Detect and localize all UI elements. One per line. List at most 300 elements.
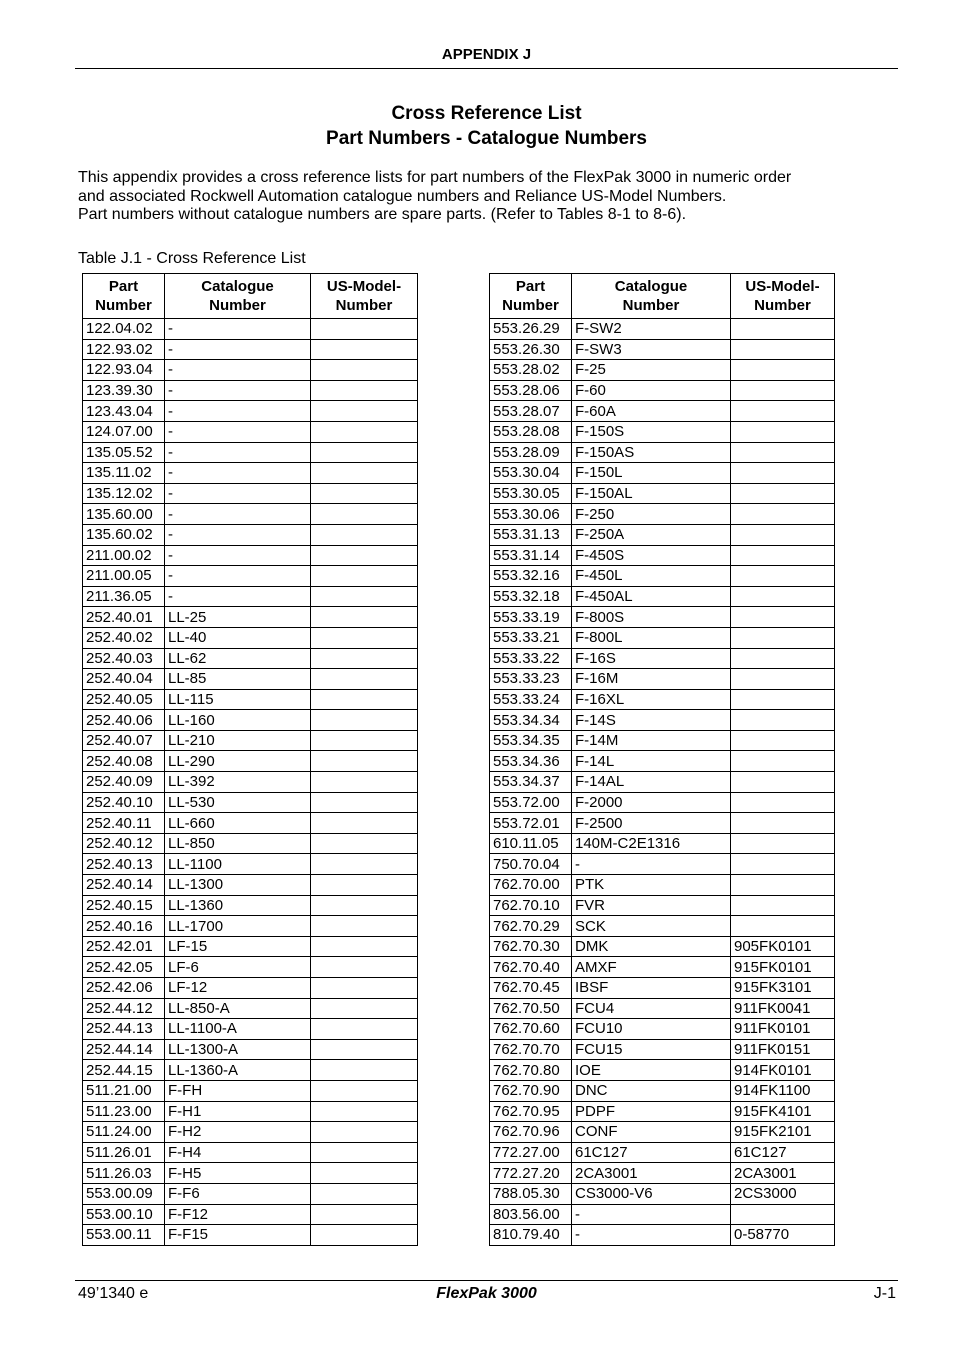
- table-row: [490, 689, 835, 710]
- catalogue-number-cell: LL-1360-A: [165, 1060, 311, 1081]
- part-number-cell: 762.70.60: [490, 1019, 572, 1040]
- us-model-number-cell: [311, 669, 418, 690]
- table-row: [490, 504, 835, 525]
- us-model-number-cell: [311, 792, 418, 813]
- us-model-number-cell: [731, 566, 835, 587]
- table-row: [83, 627, 418, 648]
- table-row: [490, 710, 835, 731]
- us-model-number-cell: [731, 545, 835, 566]
- catalogue-number-cell: LL-25: [165, 607, 311, 628]
- catalogue-number-cell: LL-1100-A: [165, 1019, 311, 1040]
- catalogue-number-cell: IBSF: [572, 978, 731, 999]
- table-row: [83, 1122, 418, 1143]
- catalogue-number-cell: LL-40: [165, 627, 311, 648]
- part-number-cell: 511.26.01: [83, 1142, 165, 1163]
- part-number-cell: 123.39.30: [83, 380, 165, 401]
- us-model-number-cell: [311, 957, 418, 978]
- catalogue-number-cell: 140M-C2E1316: [572, 833, 731, 854]
- us-model-number-cell: [731, 319, 835, 340]
- catalogue-number-cell: LL-660: [165, 813, 311, 834]
- table-row: [83, 442, 418, 463]
- us-model-number-cell: 915FK3101: [731, 978, 835, 999]
- table-header-row: [490, 274, 835, 319]
- catalogue-number-header: Catalogue Number: [572, 274, 731, 319]
- catalogue-number-cell: F-25: [572, 360, 731, 381]
- us-model-number-cell: [731, 792, 835, 813]
- part-number-cell: 553.00.10: [83, 1204, 165, 1225]
- catalogue-number-cell: -: [165, 319, 311, 340]
- us-model-number-cell: [731, 895, 835, 916]
- catalogue-number-cell: -: [165, 504, 311, 525]
- catalogue-number-cell: F-60A: [572, 401, 731, 422]
- part-number-cell: 762.70.90: [490, 1080, 572, 1101]
- us-model-number-header: US-Model- Number: [311, 274, 418, 319]
- catalogue-number-cell: IOE: [572, 1060, 731, 1081]
- catalogue-number-cell: LF-6: [165, 957, 311, 978]
- table-row: [490, 1122, 835, 1143]
- table-row: [83, 648, 418, 669]
- us-model-number-cell: [731, 833, 835, 854]
- part-number-cell: 553.00.11: [83, 1225, 165, 1246]
- us-model-number-cell: [731, 627, 835, 648]
- us-model-number-cell: [311, 710, 418, 731]
- table-caption: Table J.1 - Cross Reference List: [78, 250, 306, 267]
- table-row: [83, 401, 418, 422]
- table-row: [83, 524, 418, 545]
- us-model-number-cell: [311, 648, 418, 669]
- table-row: [490, 957, 835, 978]
- table-header-row: [83, 274, 418, 319]
- part-number-cell: 252.40.05: [83, 689, 165, 710]
- part-number-cell: 122.93.04: [83, 360, 165, 381]
- catalogue-number-cell: LL-62: [165, 648, 311, 669]
- us-model-number-cell: [311, 813, 418, 834]
- table-row: [490, 586, 835, 607]
- table-row: [490, 463, 835, 484]
- us-model-number-cell: [731, 854, 835, 875]
- part-number-cell: 511.26.03: [83, 1163, 165, 1184]
- table-row: [83, 586, 418, 607]
- part-number-cell: 762.70.29: [490, 916, 572, 937]
- part-number-cell: 762.70.95: [490, 1101, 572, 1122]
- table-row: [83, 545, 418, 566]
- us-model-number-cell: 911FK0041: [731, 998, 835, 1019]
- part-number-cell: 252.42.06: [83, 978, 165, 999]
- catalogue-number-cell: LL-1360: [165, 895, 311, 916]
- us-model-number-cell: [311, 545, 418, 566]
- catalogue-number-cell: FVR: [572, 895, 731, 916]
- part-number-header: Part Number: [490, 274, 572, 319]
- table-row: [490, 648, 835, 669]
- part-number-cell: 511.21.00: [83, 1080, 165, 1101]
- part-number-cell: 252.40.08: [83, 751, 165, 772]
- table-row: [83, 957, 418, 978]
- us-model-number-cell: [311, 1060, 418, 1081]
- part-number-cell: 553.28.06: [490, 380, 572, 401]
- us-model-number-cell: [731, 360, 835, 381]
- table-row: [490, 751, 835, 772]
- intro-paragraph: [78, 169, 898, 225]
- catalogue-number-cell: F-800S: [572, 607, 731, 628]
- table-row: [83, 854, 418, 875]
- part-number-cell: 762.70.70: [490, 1039, 572, 1060]
- catalogue-number-cell: SCK: [572, 916, 731, 937]
- catalogue-number-cell: -: [165, 360, 311, 381]
- catalogue-number-cell: F-2000: [572, 792, 731, 813]
- catalogue-number-cell: DMK: [572, 936, 731, 957]
- table-row: [490, 792, 835, 813]
- catalogue-number-cell: -: [165, 586, 311, 607]
- catalogue-number-cell: -: [572, 854, 731, 875]
- part-number-cell: 135.60.02: [83, 524, 165, 545]
- part-number-cell: 553.28.09: [490, 442, 572, 463]
- part-number-cell: 762.70.00: [490, 875, 572, 896]
- appendix-header: APPENDIX J: [441, 46, 532, 63]
- us-model-number-cell: 914FK1100: [731, 1080, 835, 1101]
- catalogue-number-cell: 61C127: [572, 1142, 731, 1163]
- part-number-cell: 772.27.20: [490, 1163, 572, 1184]
- us-model-number-cell: [311, 730, 418, 751]
- table-row: [490, 442, 835, 463]
- table-row: [83, 669, 418, 690]
- part-number-cell: 762.70.40: [490, 957, 572, 978]
- us-model-number-cell: [731, 1204, 835, 1225]
- catalogue-number-cell: -: [165, 463, 311, 484]
- us-model-number-cell: 915FK0101: [731, 957, 835, 978]
- part-number-cell: 553.72.00: [490, 792, 572, 813]
- part-number-cell: 762.70.96: [490, 1122, 572, 1143]
- page-number: J-1: [873, 1285, 896, 1302]
- us-model-number-cell: [731, 689, 835, 710]
- catalogue-number-cell: LL-1300: [165, 875, 311, 896]
- catalogue-number-cell: F-F6: [165, 1183, 311, 1204]
- catalogue-number-cell: FCU4: [572, 998, 731, 1019]
- part-number-cell: 252.40.03: [83, 648, 165, 669]
- catalogue-number-cell: F-450L: [572, 566, 731, 587]
- table-row: [490, 524, 835, 545]
- table-row: [83, 1183, 418, 1204]
- catalogue-number-cell: FCU10: [572, 1019, 731, 1040]
- title-line-2: Part Numbers - Catalogue Numbers: [326, 128, 647, 149]
- us-model-number-cell: 914FK0101: [731, 1060, 835, 1081]
- table-row: [83, 916, 418, 937]
- us-model-number-cell: [311, 1122, 418, 1143]
- intro-line-3: Part numbers without catalogue numbers are spare parts. (Refer to Tables 8-1 to 8-6).: [78, 206, 687, 223]
- us-model-number-cell: [311, 442, 418, 463]
- table-row: [490, 833, 835, 854]
- catalogue-number-cell: PTK: [572, 875, 731, 896]
- table-row: [490, 566, 835, 587]
- us-model-number-cell: [731, 586, 835, 607]
- table-row: [490, 1142, 835, 1163]
- us-model-number-cell: 911FK0151: [731, 1039, 835, 1060]
- part-number-cell: 122.93.02: [83, 339, 165, 360]
- catalogue-number-cell: LL-850-A: [165, 998, 311, 1019]
- us-model-number-cell: 61C127: [731, 1142, 835, 1163]
- catalogue-number-cell: -: [165, 566, 311, 587]
- us-model-number-cell: [311, 607, 418, 628]
- table-row: [83, 504, 418, 525]
- us-model-number-cell: [731, 916, 835, 937]
- us-model-number-cell: [311, 524, 418, 545]
- table-row: [490, 483, 835, 504]
- catalogue-number-cell: F-FH: [165, 1080, 311, 1101]
- catalogue-number-cell: F-F15: [165, 1225, 311, 1246]
- table-row: [83, 319, 418, 340]
- us-model-number-cell: [731, 380, 835, 401]
- us-model-number-cell: [731, 483, 835, 504]
- part-number-cell: 553.34.34: [490, 710, 572, 731]
- catalogue-number-cell: F-H4: [165, 1142, 311, 1163]
- us-model-number-cell: 2CS3000: [731, 1183, 835, 1204]
- header-divider: [75, 68, 898, 69]
- part-number-cell: 772.27.00: [490, 1142, 572, 1163]
- catalogue-number-cell: LL-85: [165, 669, 311, 690]
- part-number-cell: 135.05.52: [83, 442, 165, 463]
- table-row: [490, 545, 835, 566]
- catalogue-number-cell: LL-1100: [165, 854, 311, 875]
- part-number-cell: 252.40.10: [83, 792, 165, 813]
- part-number-cell: 553.33.24: [490, 689, 572, 710]
- catalogue-number-cell: F-150AL: [572, 483, 731, 504]
- us-model-number-cell: [311, 689, 418, 710]
- part-number-cell: 803.56.00: [490, 1204, 572, 1225]
- catalogue-number-cell: F-150AS: [572, 442, 731, 463]
- catalogue-number-cell: F-H1: [165, 1101, 311, 1122]
- us-model-number-cell: [731, 607, 835, 628]
- us-model-number-cell: [311, 401, 418, 422]
- catalogue-number-cell: LL-210: [165, 730, 311, 751]
- table-row: [83, 380, 418, 401]
- us-model-number-cell: [311, 875, 418, 896]
- us-model-number-cell: [311, 1204, 418, 1225]
- part-number-cell: 124.07.00: [83, 421, 165, 442]
- part-number-cell: 750.70.04: [490, 854, 572, 875]
- us-model-number-cell: [311, 854, 418, 875]
- table-row: [490, 936, 835, 957]
- us-model-number-cell: [311, 339, 418, 360]
- table-row: [490, 875, 835, 896]
- us-model-number-cell: 0-58770: [731, 1225, 835, 1246]
- us-model-number-cell: [311, 1142, 418, 1163]
- us-model-number-cell: [311, 916, 418, 937]
- cross-reference-table-left: [82, 273, 418, 1246]
- us-model-number-cell: 911FK0101: [731, 1019, 835, 1040]
- catalogue-number-cell: FCU15: [572, 1039, 731, 1060]
- table-row: [83, 772, 418, 793]
- table-row: [83, 689, 418, 710]
- catalogue-number-cell: F-2500: [572, 813, 731, 834]
- table-row: [490, 421, 835, 442]
- table-row: [83, 998, 418, 1019]
- catalogue-number-cell: F-H2: [165, 1122, 311, 1143]
- us-model-number-cell: [311, 772, 418, 793]
- catalogue-number-cell: F-14AL: [572, 772, 731, 793]
- catalogue-number-cell: CONF: [572, 1122, 731, 1143]
- catalogue-number-cell: CS3000-V6: [572, 1183, 731, 1204]
- part-number-cell: 135.11.02: [83, 463, 165, 484]
- part-number-cell: 810.79.40: [490, 1225, 572, 1246]
- part-number-cell: 553.72.01: [490, 813, 572, 834]
- catalogue-number-cell: F-16M: [572, 669, 731, 690]
- us-model-number-cell: [731, 772, 835, 793]
- table-row: [83, 483, 418, 504]
- catalogue-number-cell: F-450S: [572, 545, 731, 566]
- part-number-cell: 553.34.35: [490, 730, 572, 751]
- part-number-cell: 122.04.02: [83, 319, 165, 340]
- part-number-cell: 553.32.18: [490, 586, 572, 607]
- us-model-number-cell: [311, 978, 418, 999]
- us-model-number-cell: [311, 1019, 418, 1040]
- table-row: [83, 710, 418, 731]
- part-number-header: Part Number: [83, 274, 165, 319]
- part-number-cell: 553.30.04: [490, 463, 572, 484]
- us-model-number-cell: [311, 566, 418, 587]
- table-row: [490, 360, 835, 381]
- us-model-number-cell: [731, 751, 835, 772]
- us-model-number-cell: [311, 998, 418, 1019]
- catalogue-number-cell: LL-115: [165, 689, 311, 710]
- table-row: [490, 978, 835, 999]
- catalogue-number-cell: LL-392: [165, 772, 311, 793]
- us-model-number-cell: [311, 1225, 418, 1246]
- table-row: [83, 875, 418, 896]
- catalogue-number-cell: -: [165, 421, 311, 442]
- us-model-number-cell: 905FK0101: [731, 936, 835, 957]
- part-number-cell: 252.40.01: [83, 607, 165, 628]
- table-row: [490, 319, 835, 340]
- table-row: [83, 1101, 418, 1122]
- intro-line-2: and associated Rockwell Automation catalogue numbers and Reliance US-Model Numbers.: [78, 187, 727, 205]
- table-row: [490, 627, 835, 648]
- part-number-cell: 252.40.04: [83, 669, 165, 690]
- us-model-number-cell: [731, 463, 835, 484]
- us-model-number-cell: [311, 1183, 418, 1204]
- table-row: [490, 730, 835, 751]
- us-model-number-cell: [311, 1163, 418, 1184]
- us-model-number-cell: 2CA3001: [731, 1163, 835, 1184]
- part-number-cell: 553.28.08: [490, 421, 572, 442]
- us-model-number-cell: [311, 380, 418, 401]
- table-row: [83, 1039, 418, 1060]
- part-number-cell: 252.44.15: [83, 1060, 165, 1081]
- catalogue-number-cell: F-14M: [572, 730, 731, 751]
- catalogue-number-cell: LL-1300-A: [165, 1039, 311, 1060]
- table-row: [490, 1039, 835, 1060]
- part-number-cell: 553.33.21: [490, 627, 572, 648]
- table-row: [83, 360, 418, 381]
- table-row: [83, 1204, 418, 1225]
- us-model-number-cell: [311, 1080, 418, 1101]
- part-number-cell: 553.32.16: [490, 566, 572, 587]
- part-number-cell: 762.70.50: [490, 998, 572, 1019]
- part-number-cell: 135.60.00: [83, 504, 165, 525]
- us-model-number-cell: [311, 421, 418, 442]
- footer-divider: [75, 1280, 898, 1281]
- part-number-cell: 135.12.02: [83, 483, 165, 504]
- table-row: [83, 1019, 418, 1040]
- us-model-number-cell: [311, 1101, 418, 1122]
- table-row: [83, 730, 418, 751]
- table-row: [83, 792, 418, 813]
- us-model-number-cell: [731, 401, 835, 422]
- catalogue-number-cell: F-250: [572, 504, 731, 525]
- table-row: [83, 895, 418, 916]
- catalogue-number-cell: F-16XL: [572, 689, 731, 710]
- table-row: [490, 854, 835, 875]
- catalogue-number-cell: F-150L: [572, 463, 731, 484]
- catalogue-number-cell: -: [165, 483, 311, 504]
- part-number-cell: 553.30.06: [490, 504, 572, 525]
- us-model-number-cell: [311, 504, 418, 525]
- table-row: [490, 1019, 835, 1040]
- table-row: [490, 1060, 835, 1081]
- table-row: [83, 1060, 418, 1081]
- us-model-number-cell: [731, 648, 835, 669]
- table-row: [83, 607, 418, 628]
- table-row: [490, 380, 835, 401]
- cross-reference-table-right: [489, 273, 835, 1246]
- table-row: [490, 1204, 835, 1225]
- us-model-number-cell: [731, 421, 835, 442]
- catalogue-number-cell: -: [165, 380, 311, 401]
- product-name: FlexPak 3000: [436, 1285, 537, 1302]
- table-row: [490, 1225, 835, 1246]
- table-row: [83, 1163, 418, 1184]
- us-model-number-cell: [311, 833, 418, 854]
- table-row: [83, 1225, 418, 1246]
- catalogue-number-cell: F-250A: [572, 524, 731, 545]
- table-row: [83, 936, 418, 957]
- part-number-cell: 762.70.10: [490, 895, 572, 916]
- us-model-number-cell: [311, 1039, 418, 1060]
- table-row: [83, 1080, 418, 1101]
- part-number-cell: 252.44.14: [83, 1039, 165, 1060]
- us-model-number-cell: [731, 813, 835, 834]
- page-title: [75, 101, 898, 151]
- us-model-number-cell: [731, 730, 835, 751]
- catalogue-number-cell: F-H5: [165, 1163, 311, 1184]
- part-number-cell: 252.40.02: [83, 627, 165, 648]
- us-model-number-cell: 915FK2101: [731, 1122, 835, 1143]
- table-row: [83, 978, 418, 999]
- catalogue-number-cell: F-60: [572, 380, 731, 401]
- part-number-cell: 211.00.02: [83, 545, 165, 566]
- part-number-cell: 553.26.30: [490, 339, 572, 360]
- part-number-cell: 511.24.00: [83, 1122, 165, 1143]
- part-number-cell: 252.40.13: [83, 854, 165, 875]
- us-model-number-cell: 915FK4101: [731, 1101, 835, 1122]
- us-model-number-cell: [311, 319, 418, 340]
- catalogue-number-cell: 2CA3001: [572, 1163, 731, 1184]
- part-number-cell: 252.42.05: [83, 957, 165, 978]
- table-row: [83, 339, 418, 360]
- part-number-cell: 553.34.36: [490, 751, 572, 772]
- table-row: [83, 566, 418, 587]
- part-number-cell: 511.23.00: [83, 1101, 165, 1122]
- catalogue-number-cell: F-16S: [572, 648, 731, 669]
- us-model-number-cell: [311, 483, 418, 504]
- table-row: [490, 772, 835, 793]
- us-model-number-cell: [731, 504, 835, 525]
- us-model-number-header: US-Model- Number: [731, 274, 835, 319]
- table-row: [83, 813, 418, 834]
- table-row: [490, 607, 835, 628]
- us-model-number-cell: [311, 627, 418, 648]
- part-number-cell: 252.40.07: [83, 730, 165, 751]
- catalogue-number-cell: F-150S: [572, 421, 731, 442]
- catalogue-number-cell: -: [165, 339, 311, 360]
